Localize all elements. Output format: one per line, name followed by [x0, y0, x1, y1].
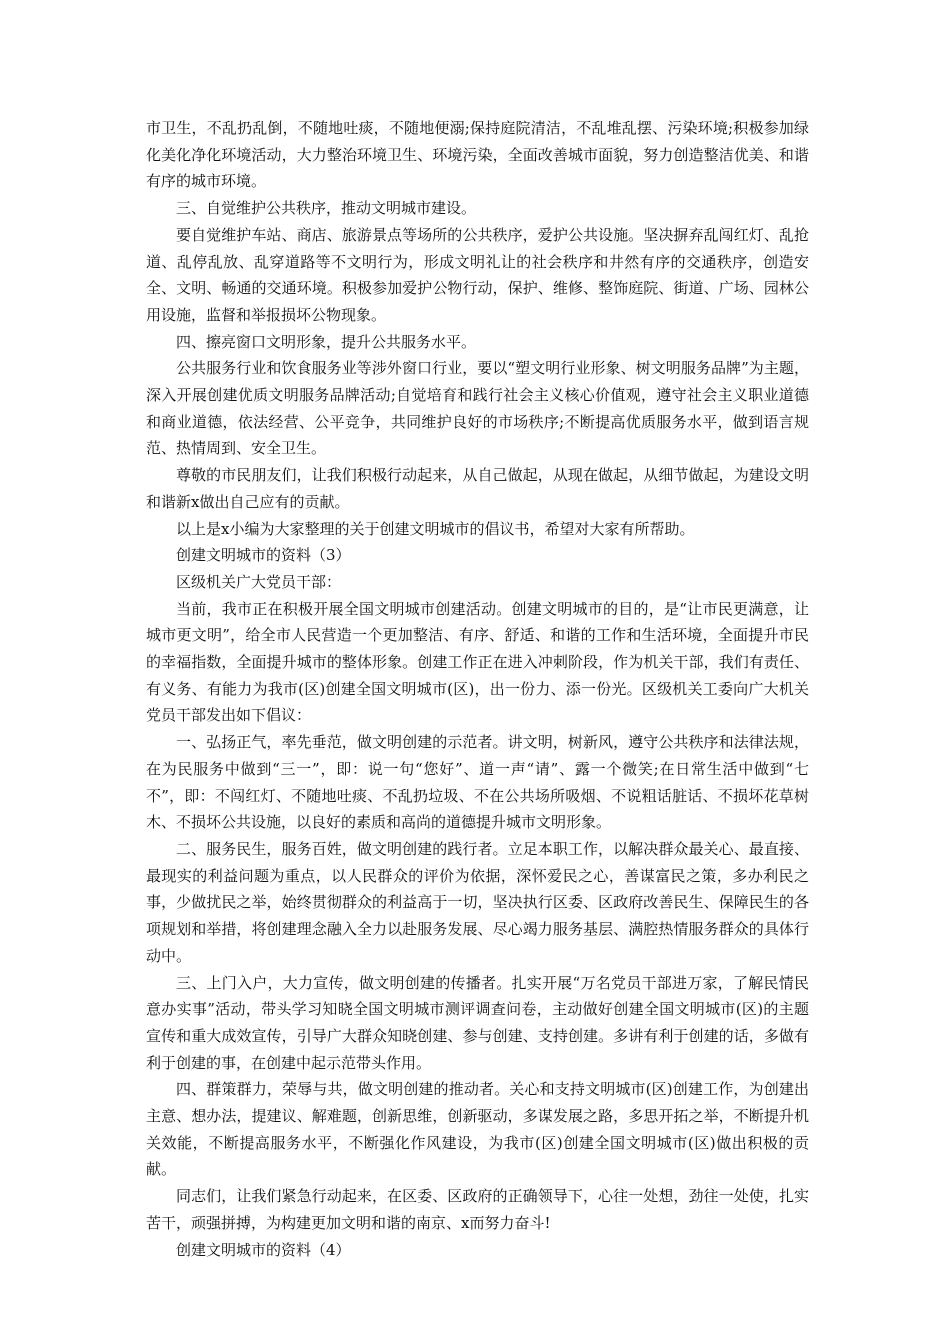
- paragraph-5: 公共服务行业和饮食服务业等涉外窗口行业，要以“塑文明行业形象、树文明服务品牌”为主题，深入开展创建优质文明服务品牌活动;自觉培育和践行社会主义核心价值观，遵守社会主义职业道德和商业道德，依法经营、公平竞争，共同维护良好的市场秩序;不断提高优质服务水平，做到语言规范、热情周到、安全卫生。: [146, 359, 809, 458]
- paragraph-6: 尊敬的市民朋友们，让我们积极行动起来，从自己做起，从现在做起，从细节做起，为建设文明和谐新x做出自己应有的贡献。: [146, 466, 809, 511]
- proposal-item-3: 三、上门入户，大力宣传，做文明创建的传播者。扎实开展“万名党员干部进万家，了解民情民意办实事”活动，带头学习知晓全国文明城市测评调查问卷，主动做好创建全国文明城市(区)的主题宣传和重大成效宣传，引导广大群众知晓创建、参与创建、支持创建。多讲有利于创建的话，多做有利于创建的事，在创建中起示范带头作用。: [146, 973, 809, 1072]
- paragraph-10: 当前，我市正在积极开展全国文明城市创建活动。创建文明城市的目的，是“让市民更满意，让城市更文明”，给全市人民营造一个更加整洁、有序、舒适、和谐的工作和生活环境，全面提升市民的幸福指数，全面提升城市的整体形象。创建工作正在进入冲刺阶段，作为机关干部，我们有责任、有义务、有能力为我市(区)创建全国文明城市(区)，出一份力、添一份光。区级机关工委向广大机关党员干部发出如下倡议：: [146, 599, 809, 725]
- closing-paragraph: 同志们，让我们紧急行动起来，在区委、区政府的正确领导下，心往一处想，劲往一处使，扎实苦干，顽强拼搏，为构建更加文明和谐的南京、x而努力奋斗!: [146, 1187, 809, 1232]
- document-body: [146, 115, 809, 1263]
- proposal-item-2: 二、服务民生，服务百姓，做文明创建的践行者。立足本职工作，以解决群众最关心、最直接、最现实的利益问题为重点，以人民群众的评价为依据，深怀爱民之心，善谋富民之策，多办利民之事，少做扰民之举，始终贯彻群众的利益高于一切，坚决执行区委、区政府改善民生、保障民生的各项规划和举措，将创建理念融入全力以赴服务发展、尽心竭力服务基层、满腔热情服务群众的具体行动中。: [146, 839, 809, 965]
- salutation: 区级机关广大党员干部：: [176, 572, 342, 591]
- paragraph-3: 要自觉维护车站、商店、旅游景点等场所的公共秩序，爱护公共设施。坚决摒弃乱闯红灯、乱抢道、乱停乱放、乱穿道路等不文明行为，形成文明礼让的社会秩序和井然有序的交通秩序，创造安全、文明、畅通的交通环境。积极参加爱护公物行动，保护、维修、整饰庭院、街道、广场、园林公用设施，监督和举报损坏公物现象。: [146, 225, 809, 324]
- proposal-item-4: 四、群策群力，荣辱与共，做文明创建的推动者。关心和支持文明城市(区)创建工作，为创建出主意、想办法，提建议、解难题，创新思维，创新驱动，多谋发展之路，多思开拓之举，不断提升机关效能，不断提高服务水平，不断强化作风建设，为我市(区)创建全国文明城市(区)做出积极的贡献。: [146, 1080, 809, 1179]
- paragraph-1: 市卫生，不乱扔乱倒，不随地吐痰，不随地便溺;保持庭院清洁，不乱堆乱摆、污染环境;积极参加绿化美化净化环境活动，大力整治环境卫生、环境污染，全面改善城市面貌，努力创造整洁优美、和谐有序的城市环境。: [146, 119, 809, 191]
- material-title-4: 创建文明城市的资料（4）: [176, 1240, 351, 1259]
- section-heading-3: 三、自觉维护公共秩序，推动文明城市建设。: [176, 199, 477, 218]
- proposal-item-1: 一、弘扬正气，率先垂范，做文明创建的示范者。讲文明，树新风，遵守公共秩序和法律法规，在为民服务中做到“三一”，即：说一句“您好”、道一声“请”、露一个微笑;在日常生活中做到“七不”，即：不闯红灯、不随地吐痰、不乱扔垃圾、不在公共场所吸烟、不说粗话脏话、不损坏花草树木、不损坏公共设施，以良好的素质和高尚的道德提升城市文明形象。: [146, 733, 809, 832]
- paragraph-7: 以上是x小编为大家整理的关于创建文明城市的倡议书，希望对大家有所帮助。: [176, 519, 695, 538]
- section-heading-4: 四、擦亮窗口文明形象，提升公共服务水平。: [176, 332, 477, 351]
- material-title-3: 创建文明城市的资料（3）: [176, 546, 351, 565]
